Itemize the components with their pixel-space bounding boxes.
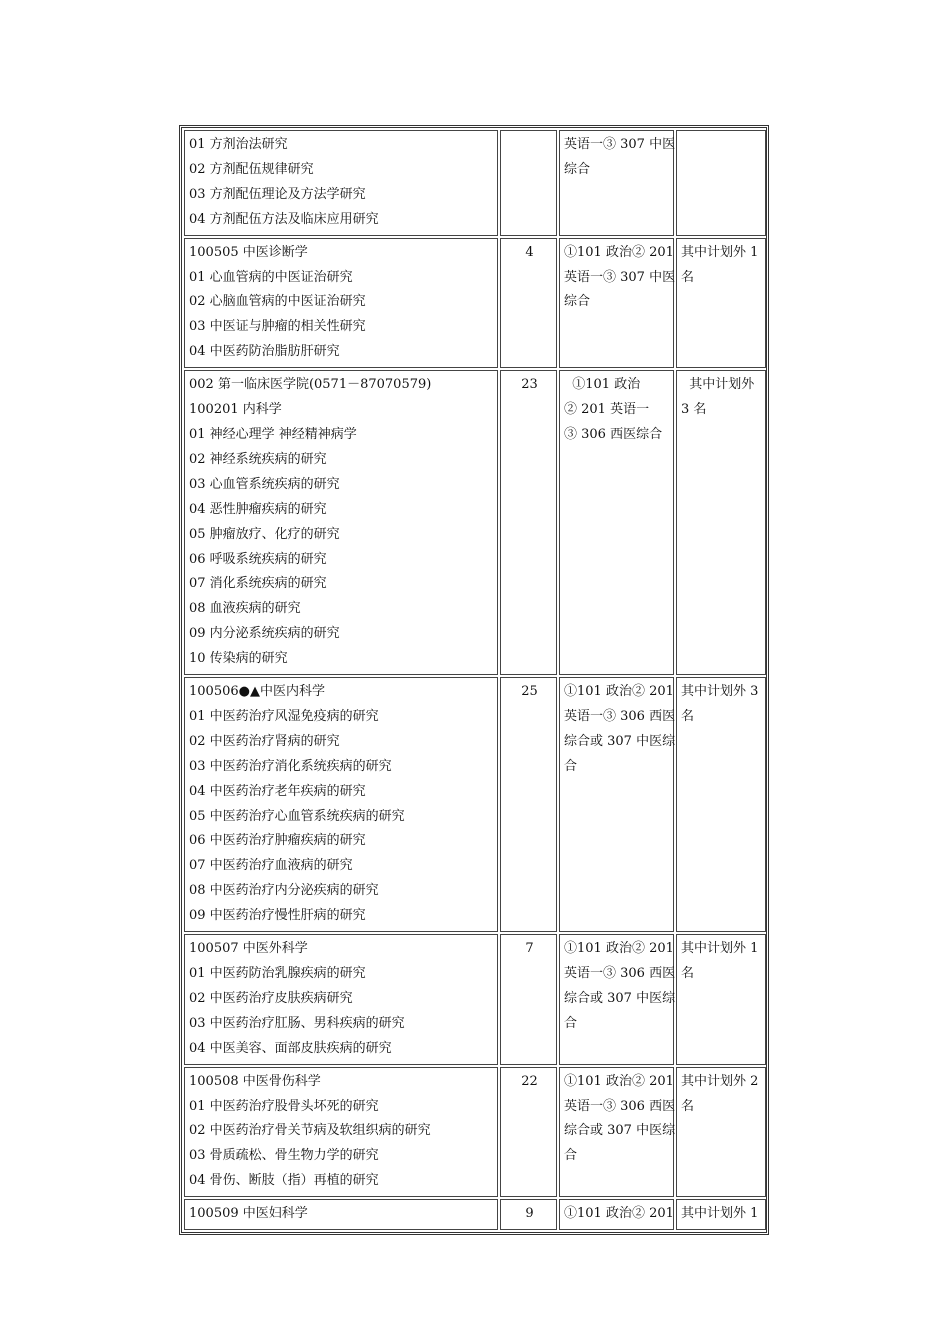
major-cell bbox=[184, 130, 498, 236]
major-line: 08 血液疾病的研究 bbox=[189, 601, 301, 617]
major-line: 01 中医药治疗风湿免疫病的研究 bbox=[189, 708, 379, 724]
exam-line: ①101 政治 bbox=[564, 377, 641, 393]
count-cell: 25 bbox=[500, 677, 557, 932]
major-line: 100201 内科学 bbox=[189, 402, 282, 418]
count-cell: 23 bbox=[500, 370, 557, 675]
table-body bbox=[184, 130, 766, 1230]
major-line: 04 中医药治疗老年疾病的研究 bbox=[189, 783, 366, 799]
major-line: 03 中医证与肿瘤的相关性研究 bbox=[189, 319, 366, 335]
major-line: 02 中医药治疗骨关节病及软组织病的研究 bbox=[189, 1123, 431, 1139]
exam-cell bbox=[559, 934, 674, 1065]
major-line: 07 中医药治疗血液病的研究 bbox=[189, 858, 353, 874]
exam-line: 合 bbox=[564, 1148, 578, 1164]
major-line: 04 骨伤、断肢（指）再植的研究 bbox=[189, 1173, 379, 1189]
major-line: 02 中医药治疗肾病的研究 bbox=[189, 733, 340, 749]
table-row bbox=[184, 1199, 766, 1230]
exam-line: 综合 bbox=[564, 294, 591, 310]
major-line: 02 心脑血管病的中医证治研究 bbox=[189, 294, 366, 310]
exam-line: ①101 政治② 201 bbox=[564, 1073, 674, 1089]
major-line: 09 中医药治疗慢性肝病的研究 bbox=[189, 908, 366, 924]
exam-cell bbox=[559, 130, 674, 236]
note-cell: 其中计划外 2 名 bbox=[676, 1067, 766, 1198]
note-cell: 其中计划外 3 名 bbox=[676, 370, 766, 675]
major-line: 100505 中医诊断学 bbox=[189, 244, 308, 260]
major-cell bbox=[184, 238, 498, 369]
table-row bbox=[184, 934, 766, 1065]
table-row bbox=[184, 677, 766, 932]
count-cell: 22 bbox=[500, 1067, 557, 1198]
exam-line: 综合 bbox=[564, 161, 591, 177]
major-line: 02 方剂配伍规律研究 bbox=[189, 161, 314, 177]
exam-cell bbox=[559, 370, 674, 675]
major-line: 04 中医美容、面部皮肤疾病的研究 bbox=[189, 1040, 392, 1056]
major-line: 02 神经系统疾病的研究 bbox=[189, 451, 327, 467]
note-cell bbox=[676, 130, 766, 236]
table-row bbox=[184, 130, 766, 236]
major-line: 03 方剂配伍理论及方法学研究 bbox=[189, 186, 366, 202]
major-line: 03 中医药治疗肛肠、男科疾病的研究 bbox=[189, 1015, 405, 1031]
note-cell: 其中计划外 3 名 bbox=[676, 677, 766, 932]
exam-cell bbox=[559, 238, 674, 369]
table-row bbox=[184, 1067, 766, 1198]
exam-line: 英语一③ 307 中医 bbox=[564, 269, 676, 285]
major-cell bbox=[184, 934, 498, 1065]
major-line: 03 骨质疏松、骨生物力学的研究 bbox=[189, 1148, 379, 1164]
count-cell: 7 bbox=[500, 934, 557, 1065]
major-line: 02 中医药治疗皮肤疾病研究 bbox=[189, 990, 353, 1006]
major-line: 03 心血管系统疾病的研究 bbox=[189, 476, 340, 492]
exam-line: ①101 政治② 201 bbox=[564, 1206, 674, 1222]
major-cell bbox=[184, 1067, 498, 1198]
enrollment-table bbox=[182, 128, 768, 1232]
major-line: 03 中医药治疗消化系统疾病的研究 bbox=[189, 758, 392, 774]
major-line: 100508 中医骨伤科学 bbox=[189, 1073, 321, 1089]
major-line: 08 中医药治疗内分泌疾病的研究 bbox=[189, 883, 379, 899]
exam-line: 英语一③ 306 西医 bbox=[564, 708, 676, 724]
count-cell: 9 bbox=[500, 1199, 557, 1230]
exam-line: 综合或 307 中医综 bbox=[564, 990, 676, 1006]
exam-cell bbox=[559, 677, 674, 932]
exam-line: 综合或 307 中医综 bbox=[564, 733, 676, 749]
exam-line: 英语一③ 306 西医 bbox=[564, 966, 676, 981]
exam-line: ② 201 英语一 bbox=[564, 402, 650, 418]
exam-line: ③ 306 西医综合 bbox=[564, 426, 663, 442]
major-cell bbox=[184, 370, 498, 675]
exam-cell bbox=[559, 1067, 674, 1198]
major-line: 06 中医药治疗肿瘤疾病的研究 bbox=[189, 833, 366, 849]
major-line: 10 传染病的研究 bbox=[189, 651, 288, 667]
note-cell: 其中计划外 1 名 bbox=[676, 238, 766, 369]
major-line: 05 肿瘤放疗、化疗的研究 bbox=[189, 526, 340, 542]
exam-line: 综合或 307 中医综 bbox=[564, 1123, 676, 1139]
exam-line: ①101 政治② 201 bbox=[564, 244, 674, 260]
table-row bbox=[184, 370, 766, 675]
count-cell bbox=[500, 130, 557, 236]
note-cell: 其中计划外 1 bbox=[676, 1199, 766, 1230]
major-cell bbox=[184, 677, 498, 932]
major-line: 100506●▲中医内科学 bbox=[189, 684, 325, 700]
exam-line: 合 bbox=[564, 1015, 578, 1031]
major-line: 06 呼吸系统疾病的研究 bbox=[189, 551, 327, 567]
major-line: 05 中医药治疗心血管系统疾病的研究 bbox=[189, 808, 405, 824]
major-line: 002 第一临床医学院(0571－87070579) bbox=[189, 377, 432, 393]
major-line: 07 消化系统疾病的研究 bbox=[189, 576, 327, 592]
exam-line: 合 bbox=[564, 758, 578, 774]
major-line: 04 中医药防治脂肪肝研究 bbox=[189, 344, 340, 360]
major-line: 04 方剂配伍方法及临床应用研究 bbox=[189, 211, 379, 227]
major-line: 01 方剂治法研究 bbox=[189, 137, 288, 152]
major-line: 04 恶性肿瘤疾病的研究 bbox=[189, 501, 327, 517]
major-line: 01 心血管病的中医证治研究 bbox=[189, 269, 353, 285]
exam-line: ①101 政治② 201 bbox=[564, 684, 674, 700]
note-cell: 其中计划外 1 名 bbox=[676, 934, 766, 1065]
table-row bbox=[184, 238, 766, 369]
major-line: 01 中医药防治乳腺疾病的研究 bbox=[189, 966, 366, 981]
major-line: 01 神经心理学 神经精神病学 bbox=[189, 426, 357, 442]
exam-line: 英语一③ 307 中医 bbox=[564, 137, 676, 152]
major-line: 09 内分泌系统疾病的研究 bbox=[189, 626, 340, 642]
exam-line: ①101 政治② 201 bbox=[564, 941, 674, 957]
major-line: 01 中医药治疗股骨头坏死的研究 bbox=[189, 1098, 379, 1114]
enrollment-table-frame bbox=[179, 125, 769, 1235]
count-cell: 4 bbox=[500, 238, 557, 369]
major-line: 100507 中医外科学 bbox=[189, 941, 308, 957]
major-line: 100509 中医妇科学 bbox=[189, 1206, 308, 1222]
major-cell bbox=[184, 1199, 498, 1230]
exam-line: 英语一③ 306 西医 bbox=[564, 1098, 676, 1114]
exam-cell bbox=[559, 1199, 674, 1230]
